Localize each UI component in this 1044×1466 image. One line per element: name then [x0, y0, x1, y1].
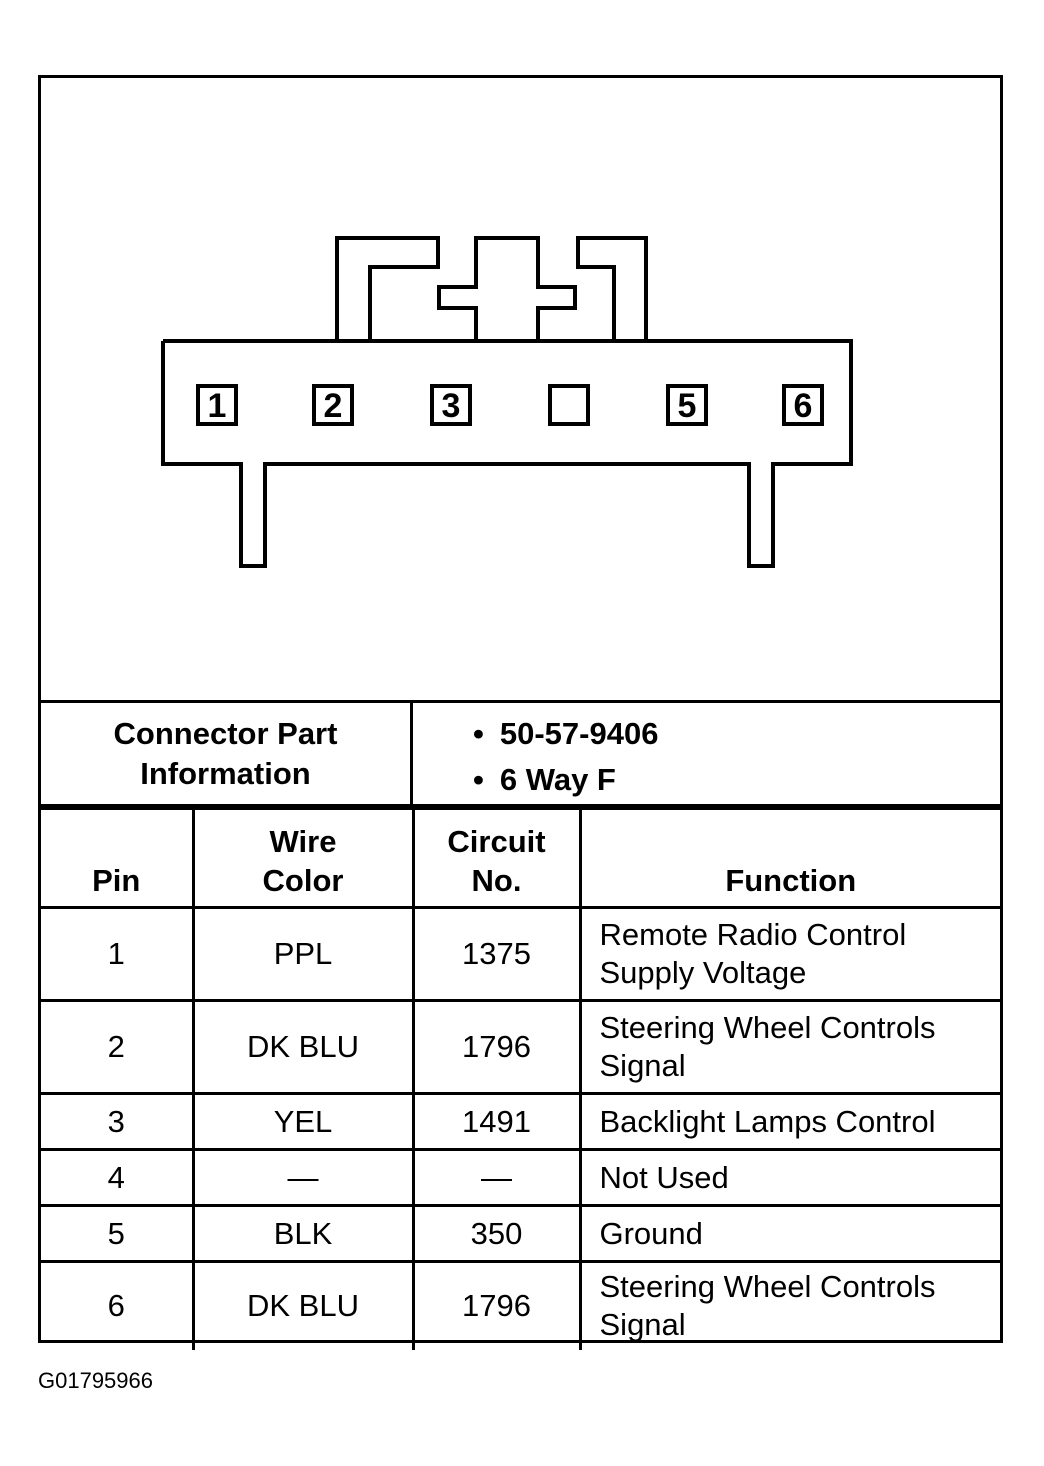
connector-info-values [413, 703, 1000, 804]
function-cell: Remote Radio Control Supply Voltage [580, 908, 1000, 1001]
circuit-cell: 1491 [413, 1094, 580, 1150]
pin-cell: 6 [41, 1262, 193, 1350]
function-cell: Ground [580, 1206, 1000, 1262]
figure-id: G01795966 [38, 1368, 153, 1393]
wire-color-cell: YEL [193, 1094, 413, 1150]
connector-info-label [41, 703, 413, 804]
function-cell: Steering Wheel Controls Signal [580, 1001, 1000, 1094]
pin-cell: 5 [41, 1206, 193, 1262]
wire-color-cell: PPL [193, 908, 413, 1001]
table-row [41, 1206, 1000, 1262]
pin-slot [550, 386, 588, 424]
pin-slot-label: 3 [441, 387, 461, 425]
circuit-cell: 1796 [413, 1001, 580, 1094]
connector-figure-frame [38, 75, 1003, 1343]
circuit-cell: 350 [413, 1206, 580, 1262]
circuit-cell: 1796 [413, 1262, 580, 1350]
table-row [41, 1262, 1000, 1350]
wire-color-cell: — [193, 1150, 413, 1206]
function-cell: Backlight Lamps Control [580, 1094, 1000, 1150]
wire-color-cell: BLK [193, 1206, 413, 1262]
connector-part-info [41, 700, 1000, 807]
pin-slot-label: 5 [677, 387, 697, 425]
pin-table-header [41, 809, 1000, 908]
table-row [41, 1150, 1000, 1206]
pin-slot-label: 6 [793, 387, 813, 425]
pin-table [41, 807, 1000, 1350]
function-cell: Not Used [580, 1150, 1000, 1206]
pin-cell: 1 [41, 908, 193, 1001]
pin-slots [198, 386, 822, 425]
pin-slot-label: 1 [207, 387, 227, 425]
table-row [41, 1001, 1000, 1094]
connector-diagram [41, 78, 1000, 700]
pin-cell: 3 [41, 1094, 193, 1150]
left-latch [337, 238, 438, 341]
circuit-cell: — [413, 1150, 580, 1206]
function-cell: Steering Wheel Controls Signal [580, 1262, 1000, 1350]
pin-cell: 2 [41, 1001, 193, 1094]
header-function: Function [580, 809, 1000, 908]
connector-type: • 6 Way F [473, 757, 1000, 803]
wire-color-cell: DK BLU [193, 1262, 413, 1350]
pin-slot [198, 386, 236, 425]
pin-slot [314, 386, 352, 425]
pin-slot-label: 2 [323, 387, 343, 425]
table-row [41, 1094, 1000, 1150]
pin-cell: 4 [41, 1150, 193, 1206]
pin-slot [784, 386, 822, 425]
wire-color-cell: DK BLU [193, 1001, 413, 1094]
header-wire-color: Wire Color [193, 809, 413, 908]
circuit-cell: 1375 [413, 908, 580, 1001]
right-latch [578, 238, 646, 341]
connector-info-label-line2: Information [140, 755, 311, 791]
center-key [439, 238, 575, 341]
table-row [41, 908, 1000, 1001]
connector-body [163, 341, 851, 566]
header-circuit-no: Circuit No. [413, 809, 580, 908]
part-number: • 50-57-9406 [473, 711, 1000, 757]
pin-slot [432, 386, 470, 425]
pin-slot [668, 386, 706, 425]
header-pin: Pin [41, 809, 193, 908]
connector-info-label-line1: Connector Part [113, 715, 338, 751]
